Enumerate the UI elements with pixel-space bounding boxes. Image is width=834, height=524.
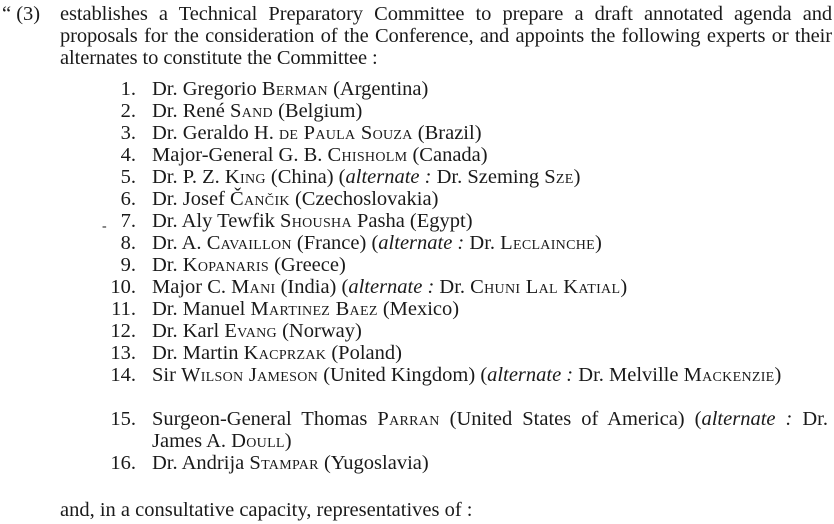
list-item	[0, 320, 834, 342]
alternate-name: Dr.	[434, 276, 471, 298]
member-surname: Berman	[261, 78, 328, 100]
alternate-label: alternate :	[487, 364, 574, 386]
alternate-label: alternate :	[348, 276, 435, 298]
alternate-surname: Mackenzie	[683, 364, 775, 386]
list-item	[0, 144, 834, 166]
member-name: Dr. Gregorio	[152, 78, 262, 100]
member-country: (Mexico)	[377, 298, 460, 320]
list-item	[0, 122, 834, 144]
alternate-name: Dr.	[464, 232, 501, 254]
list-item	[0, 452, 834, 474]
member-country: (Canada)	[407, 144, 488, 166]
member-surname: de Paula Souza	[278, 122, 413, 144]
member-entry	[152, 320, 362, 342]
member-surname: Mani	[231, 276, 276, 298]
member-name: Dr. A.	[152, 232, 207, 254]
list-number: 15.	[110, 408, 136, 430]
member-entry	[152, 452, 429, 474]
list-item	[0, 298, 834, 320]
member-entry	[152, 232, 602, 254]
member-name: Dr.	[152, 254, 183, 276]
member-country: (Czechoslovakia)	[289, 188, 439, 210]
member-name: Dr. Martin	[152, 342, 244, 364]
list-item	[0, 408, 834, 452]
member-name: Major C.	[152, 276, 232, 298]
alternate-surname: Sze	[544, 166, 574, 188]
alternate-close: )	[284, 430, 292, 452]
member-surname: Martinez Baez	[250, 298, 378, 320]
list-item	[0, 210, 834, 232]
member-country: (Norway)	[276, 320, 362, 342]
member-surname: Shousha	[280, 210, 352, 232]
member-surname: Sand	[230, 100, 273, 122]
member-name: Dr. Andrija	[152, 452, 250, 474]
member-country: (Greece)	[268, 254, 346, 276]
member-name: Dr. Aly Tewfik	[152, 210, 281, 232]
member-entry	[152, 408, 828, 452]
alternate-label: alternate :	[701, 408, 793, 430]
clause-paragraph: establishes a Technical Preparatory Committee to prepare a draft annotated agenda and proposals for the consideration of the Conference, and appoints the following experts or their alternates to constitute the Committee :	[60, 3, 832, 69]
member-name: Dr. Karl	[152, 320, 225, 342]
list-item	[0, 342, 834, 364]
list-number: 16.	[110, 452, 136, 474]
alternate-name: Dr. James A.	[152, 408, 829, 452]
member-surname: Stampar	[249, 452, 319, 474]
list-number: 10.	[110, 276, 136, 298]
member-country: (India) (	[275, 276, 349, 298]
member-surname: Kacprzak	[243, 342, 327, 364]
member-entry	[152, 298, 459, 320]
alternate-close: )	[774, 364, 782, 386]
member-entry	[152, 122, 482, 144]
alternate-surname: Doull	[231, 430, 285, 452]
margin-dash-mark: -	[102, 219, 107, 234]
member-country: (Brazil)	[412, 122, 482, 144]
list-number: 2.	[120, 100, 136, 122]
member-entry	[152, 144, 488, 166]
alternate-label: alternate :	[378, 232, 465, 254]
member-name: Surgeon-General Thomas	[152, 408, 378, 430]
alternate-close: )	[620, 276, 628, 298]
list-number: 11.	[111, 298, 136, 320]
member-name: Dr. Manuel	[152, 298, 251, 320]
alternate-name: Dr. Melville	[573, 364, 684, 386]
member-country: (Poland)	[326, 342, 402, 364]
list-item	[0, 232, 834, 254]
member-surname: King	[224, 166, 266, 188]
member-entry	[152, 166, 580, 188]
closing-line: and, in a consultative capacity, representatives of :	[60, 499, 473, 521]
list-item	[0, 364, 834, 408]
alternate-surname: Chuni Lal Katial	[470, 276, 621, 298]
member-entry	[152, 254, 346, 276]
member-name: Dr. P. Z.	[152, 166, 225, 188]
member-surname: Cavaillon	[206, 232, 292, 254]
list-number: 3.	[120, 122, 136, 144]
list-number: 6.	[120, 188, 136, 210]
list-item	[0, 254, 834, 276]
member-surname: Chisholm	[327, 144, 408, 166]
list-number: 8.	[120, 232, 136, 254]
member-country: (France) (	[291, 232, 379, 254]
member-country: (United Kingdom) (	[318, 364, 488, 386]
member-country: (Yugoslavia)	[318, 452, 429, 474]
member-surname: Parran	[377, 408, 440, 430]
member-entry	[152, 342, 402, 364]
list-number: 9.	[120, 254, 136, 276]
list-item	[0, 166, 834, 188]
member-surname: Kopanaris	[182, 254, 269, 276]
list-number: 4.	[120, 144, 136, 166]
member-surname: Čančik	[230, 188, 290, 210]
member-name: Dr. Geraldo H.	[152, 122, 279, 144]
member-name: Sir	[152, 364, 182, 386]
member-country: Pasha (Egypt)	[351, 210, 473, 232]
member-entry	[152, 364, 828, 386]
list-item	[0, 188, 834, 210]
member-name: Dr. René	[152, 100, 230, 122]
member-entry	[152, 100, 362, 122]
member-surname: Wilson Jameson	[181, 364, 319, 386]
member-entry	[152, 188, 438, 210]
member-name: Dr. Josef	[152, 188, 231, 210]
member-name: Major-General G. B.	[152, 144, 328, 166]
list-number: 5.	[120, 166, 136, 188]
clause-marker: “ (3)	[2, 3, 41, 25]
alternate-close: )	[573, 166, 581, 188]
member-country: (China) (	[265, 166, 346, 188]
member-entry	[152, 276, 627, 298]
member-surname: Evang	[224, 320, 277, 342]
alternate-name: Dr. Szeming	[431, 166, 545, 188]
list-number: 13.	[110, 342, 136, 364]
list-number: 12.	[110, 320, 136, 342]
list-item	[0, 100, 834, 122]
committee-member-list	[0, 78, 834, 474]
list-number: 14.	[110, 364, 136, 386]
alternate-surname: Leclainche	[500, 232, 595, 254]
member-entry	[152, 78, 428, 100]
member-entry	[152, 210, 473, 232]
alternate-close: )	[595, 232, 602, 254]
list-item	[0, 276, 834, 298]
member-country: (Argentina)	[327, 78, 429, 100]
member-country: (Belgium)	[272, 100, 363, 122]
list-item	[0, 78, 834, 100]
alternate-label: alternate :	[345, 166, 432, 188]
list-number: 7.	[120, 210, 136, 232]
member-country: (United States of America) (	[439, 408, 702, 430]
list-number: 1.	[120, 78, 136, 100]
